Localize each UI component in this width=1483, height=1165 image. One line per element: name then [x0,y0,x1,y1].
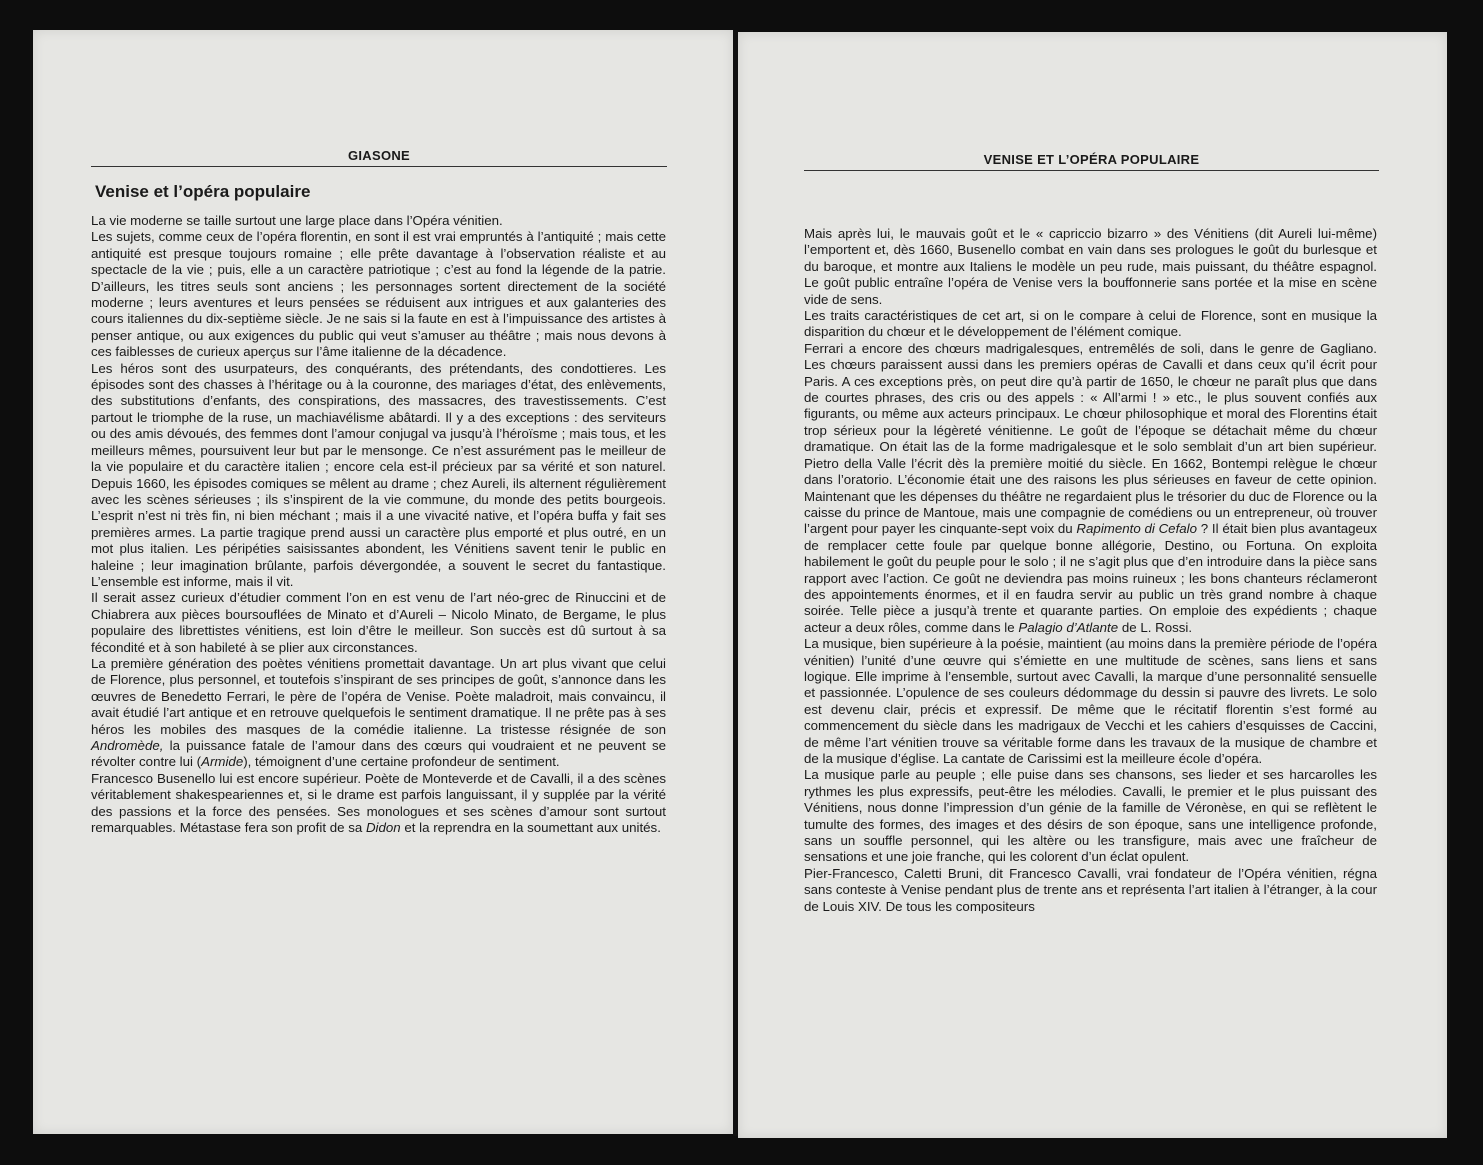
paragraph: Mais après lui, le mauvais goût et le « capriccio bizarro » des Vénitiens (dit Aureli lui-même) l’emportent et, dès 1660, Busenello combat en vain dans ses prologues le goût du burlesque et du baroque, et montre aux Italiens le modèle un peu rude, mais puissant, du théâtre espagnol. Le goût public entraîne l’opéra de Venise vers la bouffonnerie sans portée et la mise en scène vide de sens. [804,226,1377,307]
paragraph: Les sujets, comme ceux de l’opéra florentin, en sont il est vrai empruntés à l’antiquité ; mais cette antiquité est presque toujours romaine ; elle prête davantage à l’observation réaliste et au spectacle de la vie ; puis, elle a un caractère patriotique ; c’est au fond la légende de la patrie. D’ailleurs, les titres seuls sont anciens ; les personnages sortent directement de la société moderne ; leurs aventures et leurs pensées se réduisent aux intrigues et aux galanteries des cours italiennes du dix-septième siècle. Je ne sais si la faute en est à l’impuissance des artistes à penser antique, ou aux exigences du public qui veut s’amuser au théâtre ; mais nous devons à ces faiblesses de curieux aperçus sur l’âme italienne de la décadence. [91,229,666,360]
paragraph [91,656,666,771]
paragraph: La vie moderne se taille surtout une large place dans l’Opéra vénitien. [91,213,503,228]
paragraph: Pier-Francesco, Caletti Bruni, dit Francesco Cavalli, vrai fondateur de l’Opéra vénitien, régna sans conteste à Venise pendant plus de trente ans et représenta l’art italien à l’étranger, à la cour de Louis XIV. De tous les compositeurs [804,865,1377,914]
running-head-right: VENISE ET L’OPÉRA POPULAIRE [804,152,1379,171]
paragraph: Il serait assez curieux d’étudier comment l’on en est venu de l’art néo-grec de Rinuccini et de Chiabrera aux pièces boursouflées de Minato et d’Aureli – Nicolo Minato, de Bergame, le plus populaire des librettistes vénitiens, est loin d’être le meilleur. Son succès est dû surtout à sa fécondité et à son habileté à se plier aux circonstances. [91,590,666,655]
paragraph [804,341,1377,636]
text-run: Ferrari a encore des chœurs madrigalesques, entremêlés de soli, dans le genre de Gagliano. Les chœurs paraissent aussi dans les premiers opéras de Cavalli et dans ceux qu’il écrit pour Paris. A ces exceptions près, on peut dire qu’à partir de 1650, le chœur ne paraît plus que dans de courtes phrases, des cris ou des appels : « All’armi ! » etc., le plus souvent confiés aux figurants, ou même aux acteurs principaux. Le chœur philosophique et moral des Florentins était trop sérieux pour la légèreté vénitienne. Le goût de l’époque se détachait même du chœur dramatique. On était las de la forme madrigalesque et le solo semblait d’un art bien supérieur. Pietro della Valle l’écrit dès la première moitié du siècle. En 1662, Bontempi relègue le chœur dans l’oratorio. L’économie était une des raisons les plus sérieuses en faveur de cette opinion. Maintenant que les dépenses du théâtre ne regardaient plus le trésorier du duc de Florence ou la caisse du prince de Mantoue, mais une compagnie de comédiens ou un entrepreneur, où trouver l’argent pour payer les cinquante-sept voix du [804,340,1377,537]
text-run: Francesco Busenello lui est encore supérieur. Poète de Monteverde et de Cavalli, il a des scènes véritablement shakespeariennes et, si le drame est parfois languissant, il y supplée par la vérité des passions et la force des pensées. Ses monologues et ses scènes d’amour sont surtout remarquables. Métastase fera son profit de sa [91,770,666,836]
text-run: La première génération des poètes vénitiens promettait davantage. Un art plus vivant que celui de Florence, plus personnel, et toutefois s’inspirant de ses principes de goût, s’annonce dans les œuvres de Benedetto Ferrari, le père de l’opéra de Venise. Poète maladroit, mais convaincu, il avait étudié l’art antique et en retrouve quelquefois le sentiment dramatique. Il ne prête pas à ses héros les mobiles des masques de la comédie italienne. La tristesse résignée de son [91,655,666,737]
section-title: Venise et l’opéra populaire [95,182,311,201]
right-body-text [804,226,1377,915]
text-run: ), témoignent d’une certaine profondeur de sentiment. [243,754,560,770]
left-body-text [91,213,666,836]
text-run: de L. Rossi. [1118,619,1193,635]
paragraph: La musique, bien supérieure à la poésie, maintient (au moins dans la première période de l’opéra vénitien) l’unité d’une œuvre qui s’émiette en une multitude de scènes, sans liens et sans logique. Elle imprime à l’ensemble, surtout avec Cavalli, la marque d’une personnalité sensuelle et passionnée. L’opulence de ses couleurs dédommage du dessin si pauvre des livrets. Le solo est devenu clair, précis et expressif. De même que le récitatif florentin s’est formé au commencement du siècle dans les madrigaux de Vecchi et les cahiers d’esquisses de Caccini, de même l’art vénitien trouve sa véritable forme dans les travaux de la musique de chambre et de la musique d’église. La cantate de Carissimi est la meilleure école d’opéra. [804,636,1377,766]
text-run: ? Il était bien plus avantageux de remplacer cette foule par quelque bonne allégorie, Destino, ou Fortuna. On exploita habilement le goût du peuple pour le solo ; il ne s’agit plus que d’en introduire dans la pièce sans rapport avec l’action. Ce goût ne deviendra pas moins ruineux ; les bons chanteurs réclameront des appointements énormes, et il en faudra servir au public un très grand nombre à chaque soirée. Telle pièce a jusqu’à trente et quarante parties. On emploie des expédients ; chaque acteur a deux rôles, comme dans le [804,521,1377,635]
paragraph: Les héros sont des usurpateurs, des conquérants, des prétendants, des condottieres. Les épisodes sont des chasses à l’héritage ou à la couronne, des mariages d’état, des enlèvements, des substitutions d’enfants, des conspirations, des massacres, des travestissements. C’est partout le triomphe de la ruse, un machiavélisme abâtardi. Il y a des exceptions : des serviteurs ou des amis dévoués, des femmes dont l’amour conjugal va jusqu’à l’héroïsme ; mais tous, et les meilleurs mêmes, poursuivent leur but par le mensonge. Ce n’est assurément pas le meilleur de la vie populaire et du caractère italien ; encore cela est-il précieux par sa vérité et son naturel. Depuis 1660, les épisodes comiques se mêlent au drame ; chez Aureli, ils alternent régulièrement avec les scènes sérieuses ; ils s’inspirent de la vie commune, du monde des petits bourgeois. L’esprit n’est ni très fin, ni bien méchant ; mais il a une vivacité native, et l’opéra buffa y fait ses premières armes. La partie tragique prend aussi un caractère plus emporté et plus outré, en un mot plus italien. Les péripéties saisissantes abondent, les Vénitiens savent tenir le public en haleine ; leur imagination brûlante, parfois dévergondée, a souvent le secret du fantastique. L’ensemble est informe, mais il vit. [91,360,666,589]
paragraph [91,771,666,837]
text-run: la puissance fatale de l’amour dans des cœurs qui voudraient et ne peuvent se révolter contre lui ( [91,738,666,770]
right-page [738,32,1447,1138]
text-run: et la reprendra en la soumettant aux unités. [400,820,661,836]
italic-title: Didon [365,820,401,836]
paragraph: Les traits caractéristiques de cet art, si on le compare à celui de Florence, sont en musique la disparition du chœur et le développement de l’élément comique. [804,308,1377,340]
running-head-left: GIASONE [91,148,667,167]
italic-title: Armide [201,754,244,770]
paragraph: La musique parle au peuple ; elle puise dans ses chansons, ses lieder et ses harcarolles les rythmes les plus expressifs, peut-être les mélodies. Cavalli, le premier et le plus puissant des Vénitiens, nous donne l’impression d’un génie de la famille de Véronèse, en qui se reflètent le tumulte des formes, des images et des désirs de son époque, sans une intelligence profonde, sans un souffle personnel, qui les altère ou les transfigure, mais avec une fraîcheur de sensations et une joie franche, qui les colorent d’un éclat opulent. [804,767,1377,865]
left-page [33,30,733,1134]
italic-title: Rapimento di Cefalo [1076,521,1198,537]
italic-title: Palagio d’Atlante [1018,619,1119,635]
italic-title: Andromède, [91,738,164,753]
